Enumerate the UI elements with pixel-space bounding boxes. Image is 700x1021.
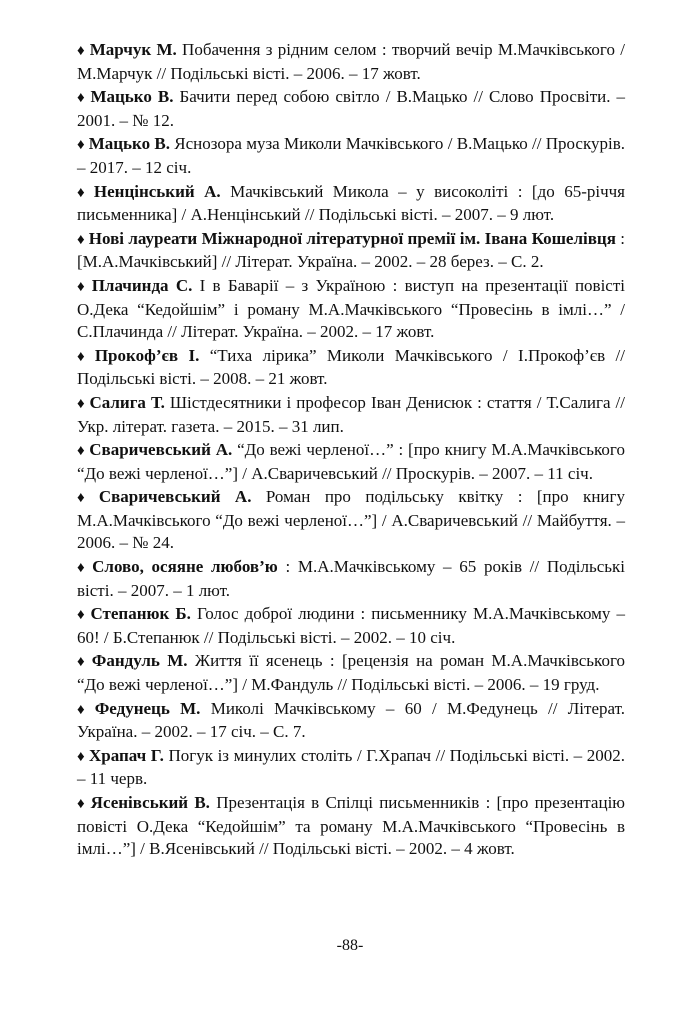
entry-text: Побачення з рідним селом : творчий вечір М.Мачківського / М.Марчук // Подільські вісті. – 2006. – 17 жовт. bbox=[77, 40, 625, 83]
entry-text: Бачити перед собою світло / В.Мацько // Слово Просвіти. – 2001. – № 12. bbox=[77, 87, 626, 130]
diamond-bullet-icon: ♦ bbox=[77, 43, 86, 59]
diamond-bullet-icon: ♦ bbox=[77, 654, 88, 671]
entry-text: Роман про подільську квітку : [про книгу М.А.Мачківського “До вежі черленої…”] / А.Сваричевський // Майбуття. – 2006. – № 24. bbox=[77, 487, 625, 553]
entry-text: Презентація в Спілці письменників : [про презентацію повісті О.Дека “Кедойшім” та роману М.А.Мачківського “Провесінь в імлі…”] / В.Ясенівський // Подільські вісті. – 2002. – 4 жовт. bbox=[77, 793, 625, 859]
diamond-bullet-icon: ♦ bbox=[77, 796, 87, 812]
entry-author: Ясенівський В. bbox=[90, 793, 210, 812]
bibliography-entry bbox=[77, 556, 625, 602]
diamond-bullet-icon: ♦ bbox=[77, 90, 87, 107]
entry-text: Життя її ясенець : [рецензія на роман М.А.Мачківського “До вежі черленої…”] / М.Фандуль // Подільські вісті. – 2006. – 19 груд. bbox=[77, 651, 625, 695]
bibliography-entry bbox=[77, 650, 625, 696]
diamond-bullet-icon: ♦ bbox=[77, 231, 85, 248]
bibliography-entry bbox=[77, 603, 625, 649]
bibliography-list bbox=[77, 39, 625, 861]
bibliography-entry bbox=[77, 86, 625, 132]
diamond-bullet-icon: ♦ bbox=[77, 137, 85, 154]
entry-text: І в Баварії – з Україною : виступ на презентації повісті О.Дека “Кедойшім” і роману М.А.Мачківського “Провесінь в імлі…” / С.Плачинда // Літерат. Україна. – 2002. – 17 жовт. bbox=[77, 275, 625, 342]
diamond-bullet-icon: ♦ bbox=[77, 348, 91, 365]
entry-text: : [М.А.Мачківський] // Літерат. Україна. – 2002. – 28 берез. – С. 2. bbox=[77, 228, 625, 272]
entry-text: Мачківський Микола – у високоліті : [до 65-річчя письменника] / А.Ненцінський // Подільські вісті. – 2007. – 9 лют. bbox=[77, 181, 626, 225]
bibliography-entry bbox=[77, 392, 625, 438]
entry-author: Сваричевський А. bbox=[98, 487, 252, 507]
entry-author: Салига Т. bbox=[89, 392, 165, 412]
bibliography-entry bbox=[77, 275, 625, 344]
page-number: -88- bbox=[336, 937, 364, 954]
bibliography-entry bbox=[77, 39, 625, 85]
bibliography-entry bbox=[77, 486, 625, 555]
entry-author: Слово, осяяне любов’ю bbox=[92, 557, 278, 577]
entry-author: Мацько В. bbox=[90, 87, 174, 107]
diamond-bullet-icon: ♦ bbox=[77, 560, 89, 577]
entry-author: Мацько В. bbox=[88, 134, 170, 154]
entry-text: Яснозора муза Миколи Мачківського / В.Мацько // Проскурів. – 2017. – 12 січ. bbox=[77, 134, 626, 177]
bibliography-page bbox=[77, 39, 625, 862]
entry-author: Фандуль М. bbox=[91, 651, 188, 671]
entry-text: “Тиха лірика” Миколи Мачківського / І.Прокоф’єв // Подільські вісті. – 2008. – 21 жовт. bbox=[77, 345, 625, 389]
bibliography-entry bbox=[77, 745, 625, 791]
bibliography-entry bbox=[77, 181, 625, 227]
entry-author: Прокоф’єв І. bbox=[94, 345, 200, 365]
entry-author: Нові лауреати Міжнародної літературної премії ім. Івана Кошелівця bbox=[88, 228, 616, 248]
diamond-bullet-icon: ♦ bbox=[77, 490, 95, 507]
entry-author: Федунець М. bbox=[94, 698, 201, 718]
bibliography-entry bbox=[77, 133, 625, 179]
bibliography-entry bbox=[77, 439, 625, 485]
diamond-bullet-icon: ♦ bbox=[77, 701, 91, 718]
diamond-bullet-icon: ♦ bbox=[77, 184, 90, 201]
entry-text: Погук із минулих століть / Г.Храпач // Подільські вісті. – 2002. – 11 черв. bbox=[77, 745, 625, 789]
diamond-bullet-icon: ♦ bbox=[77, 443, 86, 460]
entry-text: Миколі Мачківському – 60 / М.Федунець // Літерат. Україна. – 2002. – 17 січ. – С. 7. bbox=[77, 698, 625, 742]
entry-text: : М.А.Мачківському – 65 років // Подільські вісті. – 2007. – 1 лют. bbox=[77, 557, 626, 600]
entry-text: Голос доброї людини : письменнику М.А.Мачківському – 60! / Б.Степанюк // Подільські вісті. – 2002. – 10 січ. bbox=[77, 604, 626, 647]
entry-author: Сваричевський А. bbox=[89, 440, 233, 460]
entry-author: Степанюк Б. bbox=[90, 604, 191, 624]
bibliography-entry bbox=[77, 228, 625, 274]
bibliography-entry bbox=[77, 698, 625, 744]
diamond-bullet-icon: ♦ bbox=[77, 395, 86, 412]
bibliography-entry bbox=[77, 792, 625, 861]
entry-author: Плачинда С. bbox=[91, 275, 193, 295]
diamond-bullet-icon: ♦ bbox=[77, 607, 87, 624]
entry-author: Ненцінський А. bbox=[93, 181, 221, 201]
diamond-bullet-icon: ♦ bbox=[77, 278, 88, 295]
entry-text: “До вежі черленої…” : [про книгу М.А.Мачківського “До вежі черленої…”] / А.Сваричевський // Проскурів. – 2007. – 11 січ. bbox=[77, 440, 625, 483]
bibliography-entry bbox=[77, 345, 625, 391]
entry-author: Храпач Г. bbox=[88, 745, 164, 765]
diamond-bullet-icon: ♦ bbox=[77, 748, 85, 765]
entry-author: Марчук М. bbox=[89, 40, 177, 59]
entry-text: Шістдесятники і професор Іван Денисюк : стаття / Т.Салига // Укр. літерат. газета. – 2015. – 31 лип. bbox=[77, 392, 626, 436]
